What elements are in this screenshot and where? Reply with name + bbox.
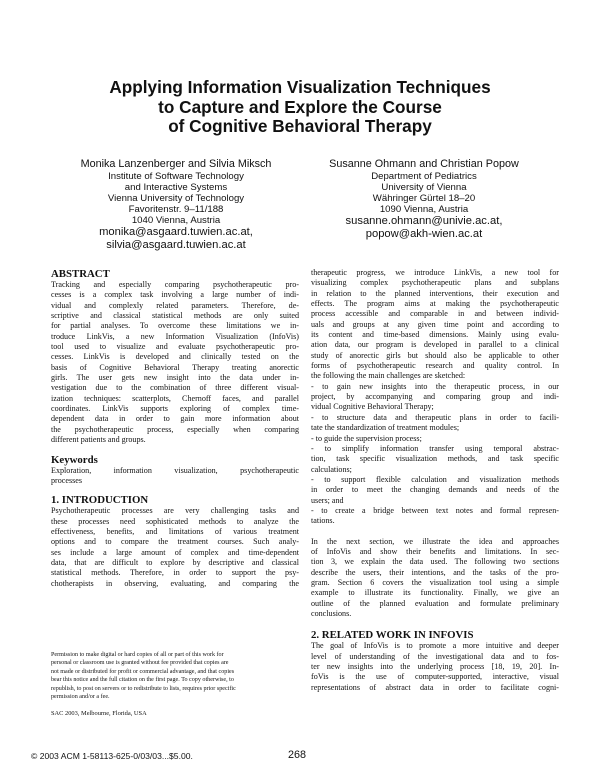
body-line: conclusions.: [311, 609, 352, 618]
permission-line: personal or classroom use is granted without fee provided that copies are: [51, 660, 229, 667]
list-line: - to structure data and therapeutic plans in order to facili-: [311, 412, 559, 422]
intro-line: statistical methods. Therefore, in order to support the psy-: [51, 568, 299, 578]
body-line: its content and time-based dimensions. Mainly using evalu-: [311, 330, 559, 340]
body-line: example to illustrate its functionality. Finally, we give an: [311, 588, 559, 598]
abstract-line: cesses. LinkVis is developed and clinically tested on the: [51, 352, 299, 362]
affiliation-line: 1090 Vienna, Austria: [379, 204, 469, 215]
list-line: tate the standardization of treatment modules;: [311, 423, 460, 433]
list-line: in order to meet the changing demands and needs of the: [311, 485, 559, 495]
abstract-line: dependent data in order to gain more information about: [51, 414, 299, 424]
intro-line: ses include a large amount of complex and time-dependent: [51, 547, 299, 557]
list-line: - to gain new insights into the therapeutic process, in our: [311, 381, 559, 391]
list-line: - to create a bridge between text notes and formal represen-: [311, 505, 559, 515]
list-line: tations.: [311, 516, 335, 526]
body-line: representations of abstract data in order to facilitate cogni-: [311, 682, 559, 692]
list-line: users; and: [311, 495, 344, 505]
body-line: forms of psychotherapeutic research and quality control. In: [311, 361, 559, 371]
abstract-line: basis of Cognitive Behavioral Therapy treating anorectic: [51, 362, 299, 372]
permission-line: bear this notice and the full citation on the first page. To copy otherwise, to: [51, 677, 234, 684]
list-line: - to support flexible calculation and visualization methods: [311, 474, 559, 484]
list-line: - to simplify information transfer using temporal abstrac-: [311, 443, 559, 453]
list-line: calculations;: [311, 464, 352, 474]
author-email: popow@akh-wien.ac.at: [365, 227, 483, 240]
list-line: vidual Cognitive Behavioral Therapy;: [311, 402, 434, 412]
intro-line: data, that are difficult to explore by descriptive and classical: [51, 557, 299, 567]
left-column: [51, 268, 299, 589]
affiliation-line: 1040 Vienna, Austria: [131, 215, 221, 226]
abstract-body: [51, 280, 299, 446]
right-column: [311, 268, 559, 693]
title-line: of Cognitive Behavioral Therapy: [168, 116, 432, 136]
body-line: The goal of InfoVis is to promote a more intuitive and deeper: [311, 641, 559, 651]
author-names: Monika Lanzenberger and Silvia Miksch: [80, 158, 272, 170]
affiliation-line: Department of Pediatrics: [371, 171, 477, 182]
venue-note: SAC 2003, Melbourne, Florida, USA: [51, 710, 147, 717]
permission-line: permission and/or a fee.: [51, 694, 110, 701]
body-line: of InfoVis and show their benefits and limitations. In sec-: [311, 546, 559, 556]
body-line: study of anorectic girls but should also be applicable to other: [311, 350, 559, 360]
abstract-line: troduce LinkVis, a new Information Visualization (InfoVis): [51, 331, 299, 341]
author-names: Susanne Ohmann and Christian Popow: [329, 158, 519, 170]
permission-line: Permission to make digital or hard copies of all or part of this work for: [51, 652, 224, 658]
intro-line: these processes need sophisticated methods to analyze the: [51, 516, 299, 526]
permission-line: not made or distributed for profit or commercial advantage, and that copies: [51, 668, 235, 675]
body-line: in relation to the planned interventions, their execution and: [311, 288, 559, 298]
page-number: 268: [288, 749, 307, 761]
abstract-line: cesses is a complex task involving a large number of indi-: [51, 290, 299, 300]
body-line: process accessible and comparable in and between individ-: [311, 309, 559, 319]
intro-line: Psychotherapeutic processes are very challenging tasks and: [51, 506, 299, 516]
affiliation-line: Institute of Software Technology: [108, 171, 244, 182]
copyright-notice: © 2003 ACM 1-58113-625-0/03/03...$5.00.: [31, 751, 193, 761]
body-line: gram. Section 6 covers the visualization tool using a simple: [311, 577, 559, 587]
paper-title: [60, 78, 540, 137]
list-line: project, by accompanying and comparing group and indi-: [311, 392, 559, 402]
permission-notice: [51, 651, 301, 701]
related-work-heading: 2. RELATED WORK IN INFOVIS: [311, 629, 474, 642]
keywords-line: Exploration, information visualization, psychotherapeutic: [51, 465, 299, 475]
abstract-line: different patients and groups.: [51, 435, 146, 445]
list-line: tion, task specific visualization methods, and task specific: [311, 454, 559, 464]
title-line: Applying Information Visualization Techniques: [109, 77, 491, 97]
affiliation-line: and Interactive Systems: [124, 182, 228, 193]
author-email: susanne.ohmann@univie.ac.at,: [345, 215, 503, 227]
body-line: tion 3, we explain the data used. The following two sections: [311, 557, 559, 567]
intro-line: chotherapists in observing, evaluating, and comparing the: [51, 578, 299, 588]
author-email: silvia@asgaard.tuwien.ac.at: [106, 238, 246, 251]
author-email: monika@asgaard.tuwien.ac.at,: [99, 226, 253, 238]
abstract-line: Tracking and especially comparing psychotherapeutic pro-: [51, 280, 299, 289]
abstract-line: girls. The user gets new insight into the data under in-: [51, 373, 299, 383]
body-line: effects. The program aims at making the psychotherapeutic: [311, 299, 559, 309]
body-line: foVis is the use of computer-supported, interactive, visual: [311, 672, 559, 682]
keywords-line: processes: [51, 475, 83, 485]
affiliation-line: Vienna University of Technology: [107, 193, 245, 204]
intro-line: options and to compare the treatment courses. Such analy-: [51, 537, 299, 547]
list-line: - to guide the supervision process;: [311, 433, 422, 443]
body-line: ter new insights into the underlying process [18, 19, 20]. In-: [311, 662, 559, 672]
author-block-right: [300, 158, 548, 240]
abstract-line: the psychotherapeutic process, especially when comparing: [51, 424, 299, 434]
body-line: uals and groups at any given time point and according to: [311, 319, 559, 329]
abstract-line: scriptive and classical statistical methods are only suited: [51, 311, 299, 321]
keywords-heading: Keywords: [51, 453, 98, 466]
abstract-line: tool used to visualize and evaluate psychotherapeutic pro-: [51, 342, 299, 352]
body-line: visualizing complex psychotherapeutic plans and subplans: [311, 278, 559, 288]
affiliation-line: Favoritenstr. 9–11/188: [128, 204, 224, 215]
body-line: outline of the planned evaluation and formulate preliminary: [311, 598, 559, 608]
abstract-line: ization techniques: scatterplots, Chernoff faces, and parallel: [51, 393, 299, 403]
body-line: therapeutic progress, we introduce LinkVis, a new tool for: [311, 268, 559, 277]
abstract-line: vidual and complexly related parameters. Therefore, de-: [51, 300, 299, 310]
author-block-left: [52, 158, 300, 251]
abstract-line: coordinates. LinkVis supports exploring of complex time-: [51, 404, 299, 414]
body-line: In the next section, we illustrate the idea and approaches: [311, 536, 559, 546]
introduction-heading: 1. INTRODUCTION: [51, 494, 149, 507]
abstract-line: vestigation due to the combination of three different visual-: [51, 383, 299, 393]
abstract-line: for partial analyses. To overcome these limitations we in-: [51, 321, 299, 331]
body-line: level of understanding of the investigational data and to fos-: [311, 651, 559, 661]
abstract-heading: ABSTRACT: [51, 268, 110, 280]
permission-line: republish, to post on servers or to redistribute to lists, requires prior specific: [51, 685, 236, 692]
affiliation-line: University of Vienna: [381, 182, 467, 193]
intro-line: effectiveness, benefits, and limitations of various treatment: [51, 526, 299, 536]
title-line: to Capture and Explore the Course: [158, 96, 442, 117]
body-line: ation data, our program is developed in parallel to a clinical: [311, 340, 559, 350]
body-line: describe the users, their intentions, and the tasks of the pro-: [311, 567, 559, 577]
body-line: the following the main challenges are sketched:: [311, 371, 466, 381]
affiliation-line: Währinger Gürtel 18–20: [372, 193, 476, 204]
